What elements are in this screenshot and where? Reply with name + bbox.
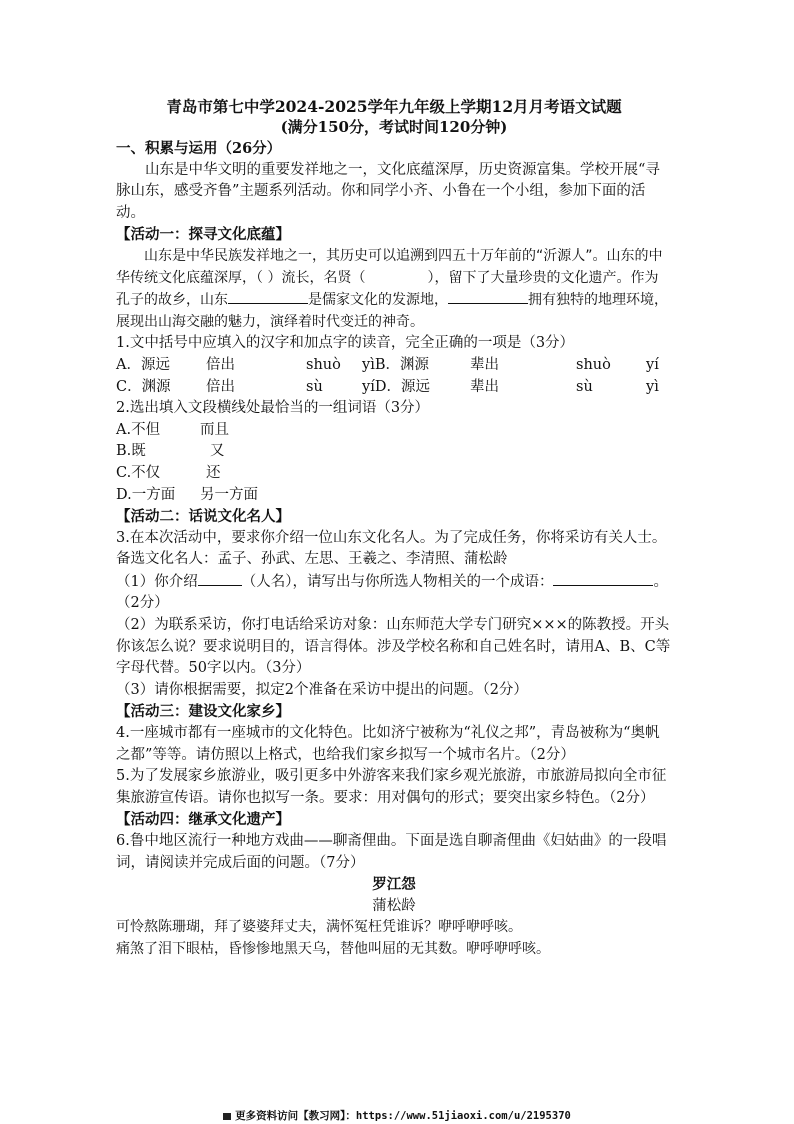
poem-author: 蒲松龄 (372, 897, 416, 914)
activity2-heading: 【活动二：话说文化名人】 (116, 508, 290, 526)
poem-line-1: 可怜熬陈珊瑚，拜了婆婆拜丈夫，满怀冤枉凭谁诉？咿呼咿呼咳。 (116, 919, 522, 936)
question-3-2: （2）为联系采访，你打电话给采访对象：山东师范大学专门研究×××的陈教授。开头你该怎么说？要求说明目的，语言得体。涉及学校名称和自己姓名时，请用A、B、C等字母代替。50字以内。（3分） (116, 617, 671, 677)
q1-options-row-1: A．源远 倍出 shuò yìB．渊源 辈出 shuò yí (116, 356, 659, 373)
question-2: 2.选出填入文段横线处最恰当的一组词语（3分） (116, 400, 430, 417)
name-blank[interactable] (198, 571, 242, 586)
activity1-passage: 山东是中华民族发祥地之一，其历史可以追溯到四五十万年前的“沂源人”。山东的中华传统文化底蕴深厚，（ ）流长，名贤（ ），留下了大量珍贵的文化遗产。作为孔子的故乡，山东 是儒家文化的发源地， 拥有独特的地理环境，展现出山海交融的魅力，演绎着时代变迁的神奇。 (116, 247, 668, 330)
exam-title: 青岛市第七中学2024-2025学年九年级上学期12月月考语文试题 (166, 97, 622, 116)
question-1: 1.文中括号中应填入的汉字和加点字的读音，完全正确的一项是（3分） (116, 335, 575, 352)
blank-line[interactable] (448, 289, 528, 304)
question-5: 5.为了发展家乡旅游业，吸引更多中外游客来我们家乡观光旅游，市旅游局拟向全市征集旅游宣传语。请你也拟写一条。要求：用对偶句的形式；要突出家乡特色。（2分） (116, 768, 667, 806)
idiom-blank[interactable] (553, 571, 653, 586)
blank-line[interactable] (228, 289, 308, 304)
candidate-list: 备选文化名人：孟子、孙武、左思、王羲之、李清照、蒲松龄 (116, 551, 508, 568)
exam-subtitle: (满分150分，考试时间120分钟) (280, 118, 508, 136)
question-3-3: （3）请你根据需要，拟定2个准备在采访中提出的问题。（2分） (116, 681, 528, 698)
question-4: 4.一座城市都有一座城市的文化特色。比如济宁被称为“礼仪之邦”，青岛被称为“奥帆之都”等等。请仿照以上格式，也给我们家乡拟写一个城市名片。（2分） (116, 725, 660, 763)
q1-options-row-2: C．渊源 倍出 sù yíD．源远 辈出 sù yì (116, 378, 659, 395)
question-3-1: （1）你介绍 （人名），请写出与你所选人物相关的一个成语： 。（2分） (116, 571, 672, 615)
activity4-heading: 【活动四：继承文化遗产】 (116, 811, 290, 829)
poem-line-2: 痛煞了泪下眼枯，昏惨惨地黑天乌，替他叫屈的无其数。咿呼咿呼咳。 (116, 940, 550, 957)
flag-icon (223, 1113, 231, 1120)
poem-title: 罗江怨 (372, 876, 416, 894)
q2-option-c: C.不仅 还 (116, 464, 221, 481)
q2-option-d: D.一方面 另一方面 (116, 486, 258, 503)
q2-option-b: B.既 又 (116, 443, 225, 460)
question-6: 6.鲁中地区流行一种地方戏曲——聊斋俚曲。下面是选自聊斋俚曲《妇姑曲》的一段唱词，请阅读并完成后面的问题。（7分） (116, 833, 667, 871)
document-page (116, 96, 672, 961)
activity3-heading: 【活动三：建设文化家乡】 (116, 703, 290, 721)
section-heading: 一、积累与运用（26分） (116, 140, 282, 157)
section-intro: 山东是中华文明的重要发祥地之一，文化底蕴深厚，历史资源富集。学校开展“寻脉山东，感受齐鲁”主题系列活动。你和同学小齐、小鲁在一个小组，参加下面的活动。 (116, 161, 660, 221)
activity1-heading: 【活动一：探寻文化底蕴】 (116, 226, 290, 244)
footer-link[interactable]: 更多资料访问【教习网】：https://www.51jiaoxi.com/u/2195370 (0, 1108, 794, 1123)
q2-option-a: A.不但 而且 (116, 421, 229, 438)
question-3: 3.在本次活动中，要求你介绍一位山东文化名人。为了完成任务，你将采访有关人士。 (116, 529, 667, 546)
